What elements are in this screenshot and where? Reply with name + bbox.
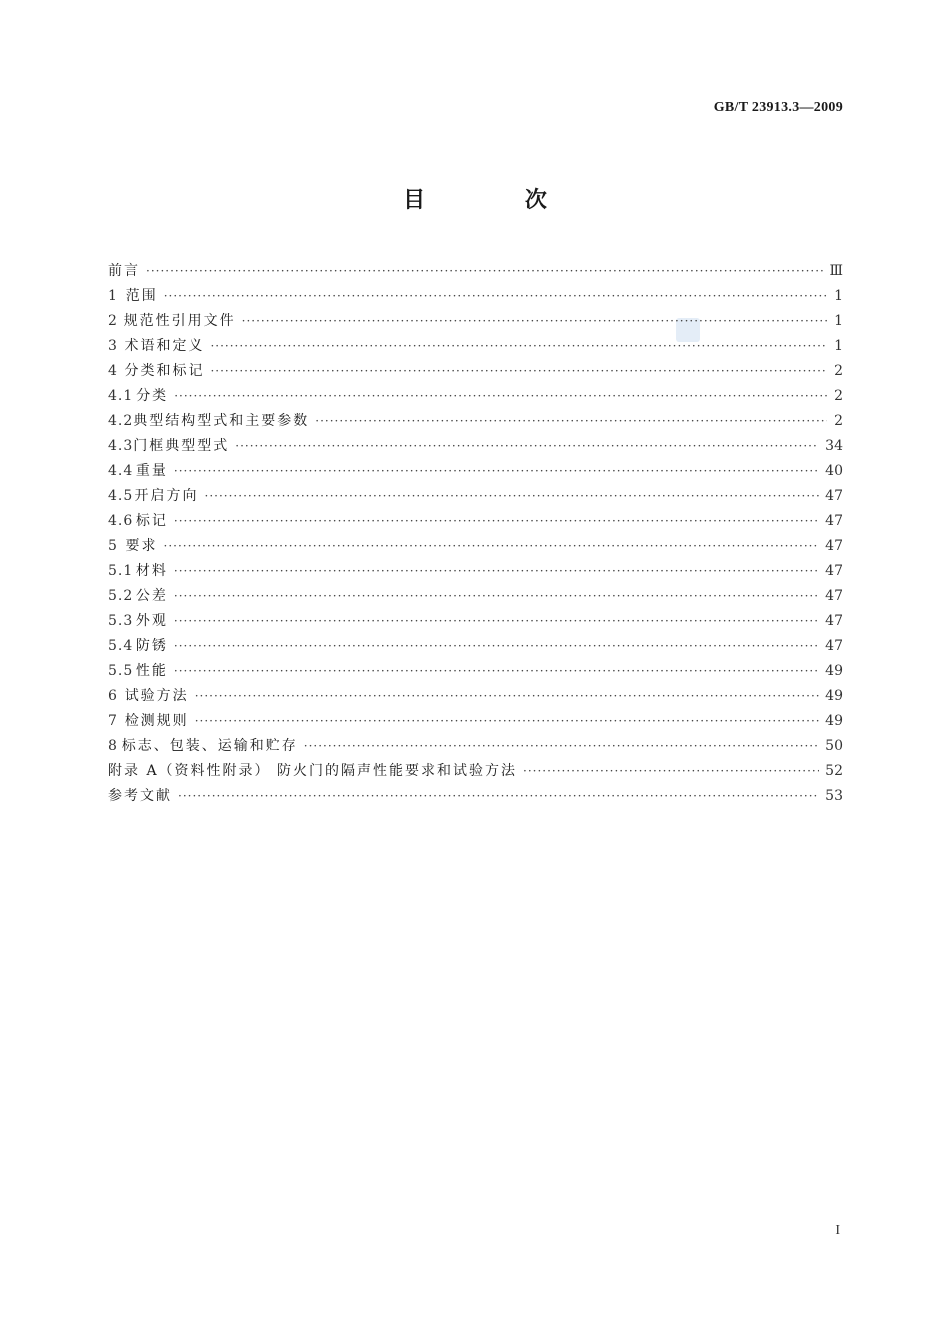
- toc-entry[interactable]: [108, 409, 843, 434]
- toc-entry-title: 试验方法: [124, 688, 189, 704]
- toc-entry-title: 前言: [108, 263, 140, 279]
- toc-dot-leader: [174, 584, 819, 609]
- toc-dot-leader: [164, 284, 827, 309]
- toc-entry[interactable]: [108, 684, 843, 709]
- toc-dot-leader: [174, 384, 827, 409]
- toc-entry[interactable]: [108, 534, 843, 559]
- toc-dot-leader: [205, 484, 820, 509]
- toc-entry[interactable]: [108, 434, 843, 459]
- toc-entry-title: 分类: [136, 388, 169, 404]
- toc-entry-page: 49: [825, 688, 843, 704]
- toc-entry-number: 7: [108, 713, 118, 729]
- toc-entry-title: 参考文献: [108, 788, 172, 804]
- toc-entry-title: 外观: [135, 613, 168, 629]
- toc-dot-leader: [195, 684, 819, 709]
- toc-entry-page: 47: [825, 563, 843, 579]
- toc-entry[interactable]: [108, 334, 843, 359]
- toc-entry[interactable]: [108, 659, 843, 684]
- toc-entry[interactable]: [108, 384, 843, 409]
- toc-dot-leader: [210, 334, 827, 359]
- toc-entry[interactable]: [108, 359, 843, 384]
- toc-entry-number: 4.6: [108, 513, 134, 529]
- toc-entry-page: 49: [825, 663, 843, 679]
- toc-entry-title: 门框典型型式: [133, 438, 230, 454]
- toc-entry-number: 4: [108, 363, 118, 379]
- toc-dot-leader: [195, 709, 819, 734]
- toc-entry-title: 规范性引用文件: [123, 313, 236, 329]
- toc-entry-number: 5.3: [108, 613, 134, 629]
- toc-entry-title: 术语和定义: [124, 338, 205, 354]
- toc-entry-page: Ⅲ: [829, 263, 843, 279]
- toc-entry-title: 标志、包装、运输和贮存: [121, 738, 298, 754]
- toc-entry-title: 材料: [135, 563, 168, 579]
- toc-entry-number: 5.4: [108, 638, 134, 654]
- toc-entry-page: 47: [825, 588, 843, 604]
- toc-entry[interactable]: [108, 709, 843, 734]
- toc-dot-leader: [174, 559, 819, 584]
- toc-entry-page: 50: [825, 738, 843, 754]
- toc-entry-page: 47: [825, 613, 843, 629]
- toc-entry-page: 1: [834, 313, 843, 329]
- toc-entry-number: 8: [108, 738, 118, 754]
- toc-entry-page: 47: [825, 538, 843, 554]
- toc-entry-number: 4.5: [108, 488, 134, 504]
- toc-entry[interactable]: [108, 759, 843, 784]
- toc-dot-leader: [164, 534, 820, 559]
- toc-entry-number: 6: [108, 688, 118, 704]
- toc-dot-leader: [146, 259, 823, 284]
- toc-entry-number: 5.1: [108, 563, 134, 579]
- toc-entry-number: 4.2: [108, 413, 134, 429]
- toc-entry[interactable]: [108, 509, 843, 534]
- toc-entry-page: 1: [834, 338, 843, 354]
- toc-entry-number: 4.3: [108, 438, 134, 454]
- toc-entry-title: 要求: [125, 538, 158, 554]
- toc-entry-number: 4.1: [108, 388, 134, 404]
- toc-dot-leader: [174, 509, 819, 534]
- toc-entry-page: 1: [834, 288, 843, 304]
- toc-dot-leader: [315, 409, 827, 434]
- toc-entry-title: 检测规则: [124, 713, 189, 729]
- page-title: 目 次: [403, 188, 593, 213]
- toc-entry-title: 公差: [135, 588, 168, 604]
- toc-entry-title: 防锈: [135, 638, 168, 654]
- toc-dot-leader: [523, 759, 819, 784]
- toc-entry-page: 53: [825, 788, 843, 804]
- toc-dot-leader: [174, 634, 819, 659]
- toc-entry-title: 重量: [135, 463, 168, 479]
- toc-entry[interactable]: [108, 284, 843, 309]
- toc-dot-leader: [174, 609, 819, 634]
- toc-entry[interactable]: [108, 559, 843, 584]
- toc-entry[interactable]: [108, 734, 843, 759]
- toc-entry-page: 47: [825, 638, 843, 654]
- table-of-contents: [108, 259, 843, 809]
- toc-entry-page: 2: [834, 413, 843, 429]
- toc-entry-number: 2: [108, 313, 118, 329]
- toc-dot-leader: [174, 659, 819, 684]
- toc-entry-number: 5.2: [108, 588, 134, 604]
- toc-entry-number: 1: [108, 288, 118, 304]
- toc-entry-page: 47: [825, 488, 843, 504]
- toc-entry-number: 5.5: [108, 663, 134, 679]
- toc-entry-title: 性能: [135, 663, 168, 679]
- toc-entry-page: 47: [825, 513, 843, 529]
- toc-entry-page: 49: [825, 713, 843, 729]
- toc-entry[interactable]: [108, 784, 843, 809]
- toc-entry-page: 34: [825, 438, 843, 454]
- toc-entry-page: 2: [834, 363, 843, 379]
- toc-entry-page: 52: [825, 763, 843, 779]
- toc-dot-leader: [242, 309, 827, 334]
- toc-entry[interactable]: [108, 459, 843, 484]
- toc-entry-number: 5: [108, 538, 118, 554]
- toc-entry[interactable]: [108, 309, 843, 334]
- toc-entry-title: 分类和标记: [124, 363, 205, 379]
- toc-entry-number: 4.4: [108, 463, 134, 479]
- toc-dot-leader: [178, 784, 819, 809]
- toc-entry[interactable]: [108, 584, 843, 609]
- toc-entry[interactable]: [108, 634, 843, 659]
- toc-entry-page: 2: [834, 388, 843, 404]
- toc-entry-title: 范围: [125, 288, 158, 304]
- toc-dot-leader: [210, 359, 827, 384]
- toc-entry-title: 附录 A（资料性附录） 防火门的隔声性能要求和试验方法: [108, 763, 518, 779]
- toc-entry-title: 开启方向: [134, 488, 199, 504]
- toc-dot-leader: [304, 734, 819, 759]
- page-number: I: [835, 1223, 840, 1238]
- toc-entry-page: 40: [825, 463, 843, 479]
- toc-dot-leader: [235, 434, 819, 459]
- toc-entry-number: 3: [108, 338, 118, 354]
- toc-dot-leader: [174, 459, 819, 484]
- toc-entry-title: 标记: [135, 513, 168, 529]
- toc-entry[interactable]: [108, 259, 843, 284]
- toc-entry-title: 典型结构型式和主要参数: [133, 413, 310, 429]
- toc-entry[interactable]: [108, 484, 843, 509]
- standard-code: GB/T 23913.3—2009: [713, 100, 843, 115]
- toc-entry[interactable]: [108, 609, 843, 634]
